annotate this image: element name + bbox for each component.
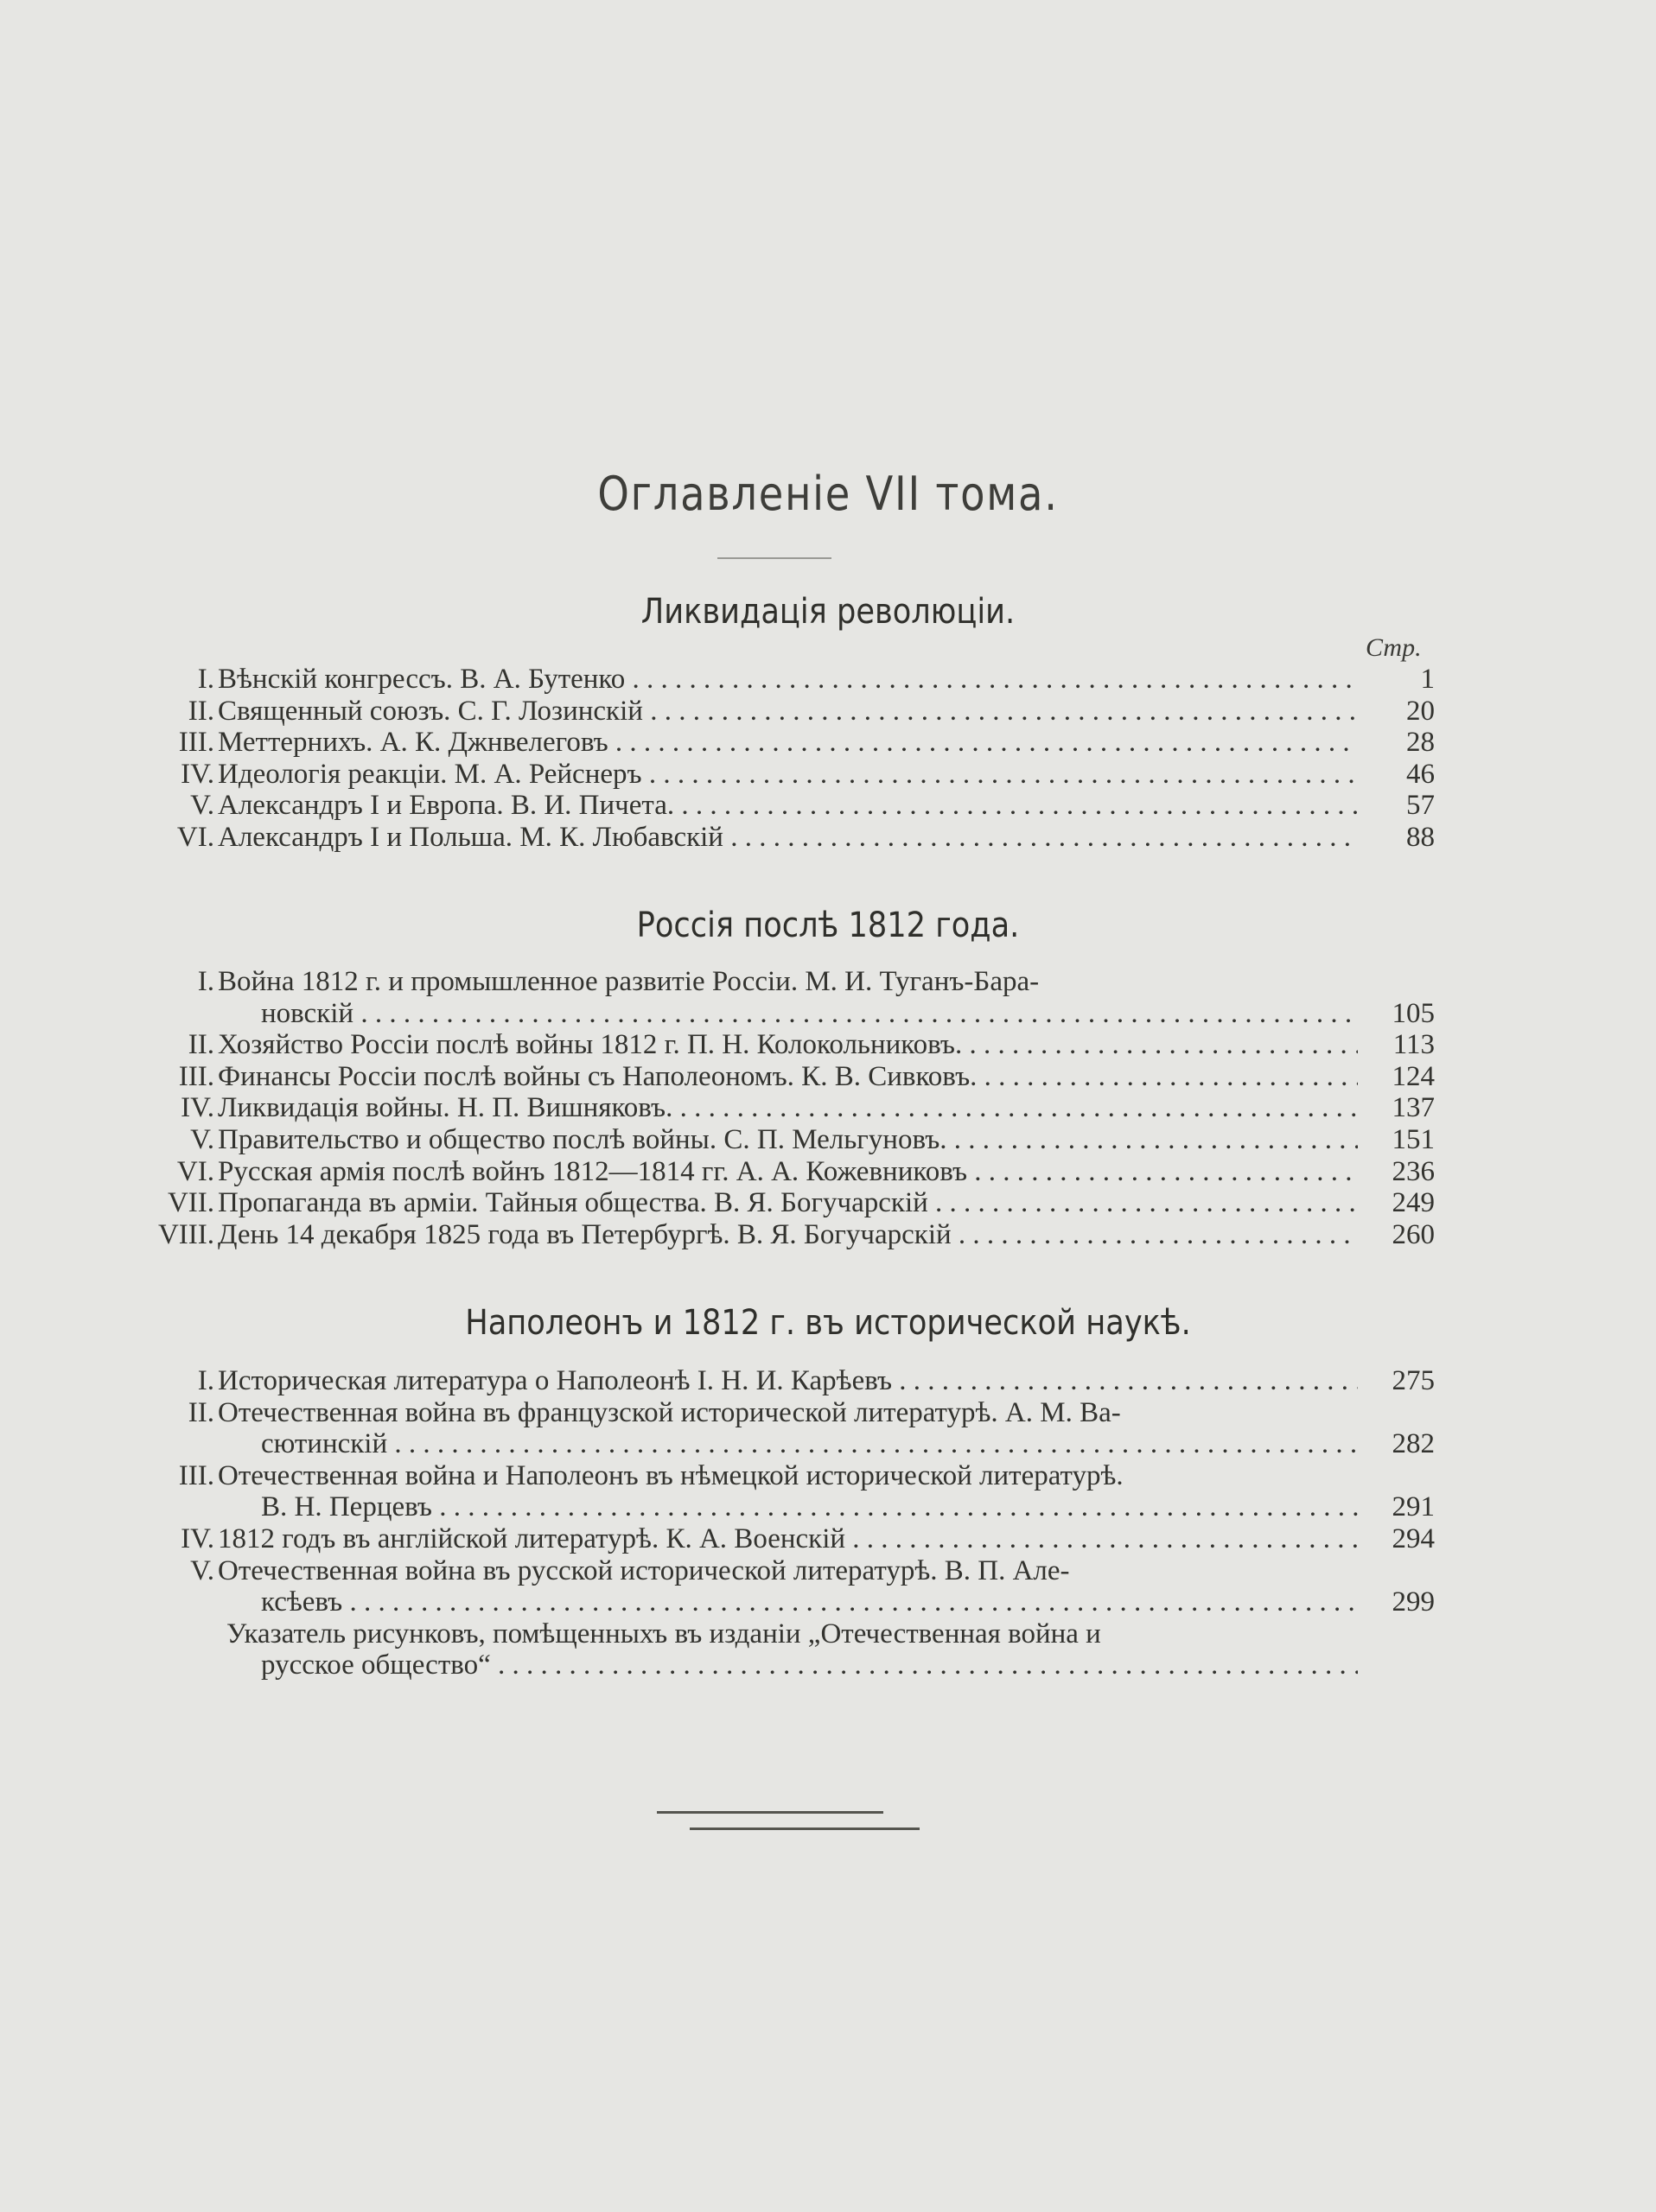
toc-entry-line: [0, 1618, 1656, 1649]
entry-page-number: 282: [1392, 1428, 1435, 1459]
closing-rule-upper: [657, 1811, 883, 1814]
closing-rule-lower: [690, 1827, 920, 1830]
toc-entry-line: [0, 1156, 1656, 1187]
toc-entry-line: [0, 1555, 1656, 1586]
entry-page-number: 124: [1392, 1061, 1435, 1092]
entry-title: Пропаганда въ арміи. Тайныя общества. В. Я. Богучарскій . . .: [218, 1187, 1358, 1218]
page-column-label: Стр.: [1366, 633, 1422, 662]
entry-number: V.: [190, 790, 214, 821]
toc-entry-line: [0, 998, 1656, 1029]
entry-page-number: 88: [1406, 822, 1435, 853]
entry-number: II.: [188, 1397, 214, 1428]
toc-entry-line: [0, 1092, 1656, 1123]
entry-number: III.: [178, 727, 214, 758]
entry-title: Меттернихъ. А. К. Джнвелеговъ . . .: [218, 727, 1358, 758]
toc-entry-line: [0, 727, 1656, 758]
entry-page-number: 236: [1392, 1156, 1435, 1187]
entry-number: V.: [190, 1555, 214, 1586]
entry-number: I.: [197, 966, 214, 997]
entry-number: IV.: [181, 759, 214, 790]
toc-entry-line: [0, 1428, 1656, 1459]
entry-title: Указатель рисунковъ, помѣщенныхъ въ изданіи „Отечественная война и: [226, 1618, 1101, 1649]
toc-entry-line: [0, 966, 1656, 997]
entry-title: Русская армія послѣ войнъ 1812—1814 гг. А. А. Кожевниковъ . . .: [218, 1156, 1358, 1187]
entry-title: Историческая литература о Наполеонѣ I. Н. И. Карѣевъ . . .: [218, 1365, 1358, 1396]
entry-number: I.: [197, 1365, 214, 1396]
entry-number: VII.: [167, 1187, 214, 1218]
toc-entry-line: [0, 1491, 1656, 1522]
section-heading-2: Россія послѣ 1812 года.: [636, 906, 1020, 945]
entry-title: Идеологія реакціи. М. А. Рейснеръ . . .: [218, 759, 1358, 790]
entry-title: Ликвидація войны. Н. П. Вишняковъ. . . .: [218, 1092, 1358, 1123]
entry-number: VIII.: [157, 1219, 214, 1250]
entry-page-number: 249: [1392, 1187, 1435, 1218]
entry-page-number: 20: [1406, 696, 1435, 727]
entry-title: новскій . . .: [261, 998, 1358, 1029]
entry-number: III.: [178, 1061, 214, 1092]
toc-entry-line: [0, 1460, 1656, 1491]
toc-entry-line: [0, 1061, 1656, 1092]
entry-title: русское общество“ . . .: [261, 1649, 1358, 1681]
toc-entry-line: [0, 1219, 1656, 1250]
entry-title: Финансы Россіи послѣ войны съ Наполеономъ. К. В. Сивковъ. . . .: [218, 1061, 1358, 1092]
entry-page-number: 260: [1392, 1219, 1435, 1250]
entry-title: Вѣнскій конгрессъ. В. А. Бутенко . . .: [218, 664, 1358, 695]
entry-title: В. Н. Перцевъ . . .: [261, 1491, 1358, 1522]
toc-entry-line: [0, 759, 1656, 790]
entry-page-number: 113: [1392, 1029, 1435, 1060]
entry-title: Хозяйство Россіи послѣ войны 1812 г. П. Н. Колокольниковъ. . . .: [218, 1029, 1358, 1060]
toc-entry-line: [0, 790, 1656, 821]
entry-title: ксѣевъ . . .: [261, 1586, 1358, 1618]
entry-page-number: 275: [1392, 1365, 1435, 1396]
entry-page-number: 28: [1406, 727, 1435, 758]
entry-page-number: 294: [1392, 1523, 1435, 1554]
entry-page-number: 291: [1392, 1491, 1435, 1522]
entry-page-number: 46: [1406, 759, 1435, 790]
entry-title: Правительство и общество послѣ войны. С. П. Мельгуновъ. . . .: [218, 1124, 1358, 1155]
entry-number: VI.: [176, 1156, 214, 1187]
entry-number: VI.: [176, 822, 214, 853]
entry-number: II.: [188, 696, 214, 727]
toc-entry-line: [0, 822, 1656, 853]
entry-title: Отечественная война въ русской исторической литературѣ. В. П. Але-: [218, 1555, 1070, 1586]
title-divider: [717, 557, 831, 559]
entry-number: V.: [190, 1124, 214, 1155]
entry-title: сютинскій . . .: [261, 1428, 1358, 1459]
toc-entry-line: [0, 1523, 1656, 1554]
entry-title: 1812 годъ въ англійской литературѣ. К. А. Военскій . . .: [218, 1523, 1358, 1554]
section-heading-3: Наполеонъ и 1812 г. въ исторической наукѣ.: [465, 1303, 1191, 1343]
entry-title: Александръ I и Европа. В. И. Пичета. . . .: [218, 790, 1358, 821]
entry-page-number: 299: [1392, 1586, 1435, 1618]
toc-entry-line: [0, 696, 1656, 727]
toc-entry-line: [0, 1397, 1656, 1428]
toc-entry-line: [0, 1586, 1656, 1618]
entry-page-number: 151: [1392, 1124, 1435, 1155]
toc-entry-line: [0, 1649, 1656, 1681]
entry-title: Отечественная война и Наполеонъ въ нѣмецкой исторической литературѣ.: [218, 1460, 1124, 1491]
entry-number: IV.: [181, 1523, 214, 1554]
entry-page-number: 1: [1420, 664, 1435, 695]
entry-number: I.: [197, 664, 214, 695]
entry-number: III.: [178, 1460, 214, 1491]
entry-number: IV.: [181, 1092, 214, 1123]
section-heading-1: Ликвидація революціи.: [640, 592, 1016, 632]
entry-title: День 14 декабря 1825 года въ Петербургѣ. В. Я. Богучарскій . . .: [218, 1219, 1358, 1250]
entry-title: Отечественная война въ французской исторической литературѣ. А. М. Ва-: [218, 1397, 1121, 1428]
entry-title: Александръ I и Польша. М. К. Любавскій . . .: [218, 822, 1358, 853]
entry-page-number: 105: [1392, 998, 1435, 1029]
toc-entry-line: [0, 1124, 1656, 1155]
toc-entry-line: [0, 1029, 1656, 1060]
toc-entry-line: [0, 1187, 1656, 1218]
entry-page-number: 57: [1406, 790, 1435, 821]
entry-title: Священный союзъ. С. Г. Лозинскій . . .: [218, 696, 1358, 727]
entry-title: Война 1812 г. и промышленное развитіе Россіи. М. И. Туганъ-Бара-: [218, 966, 1040, 997]
toc-entry-line: [0, 664, 1656, 695]
entry-page-number: 137: [1392, 1092, 1435, 1123]
toc-entry-line: [0, 1365, 1656, 1396]
page-title: Оглавленіе VII тома.: [597, 467, 1059, 521]
entry-number: II.: [188, 1029, 214, 1060]
